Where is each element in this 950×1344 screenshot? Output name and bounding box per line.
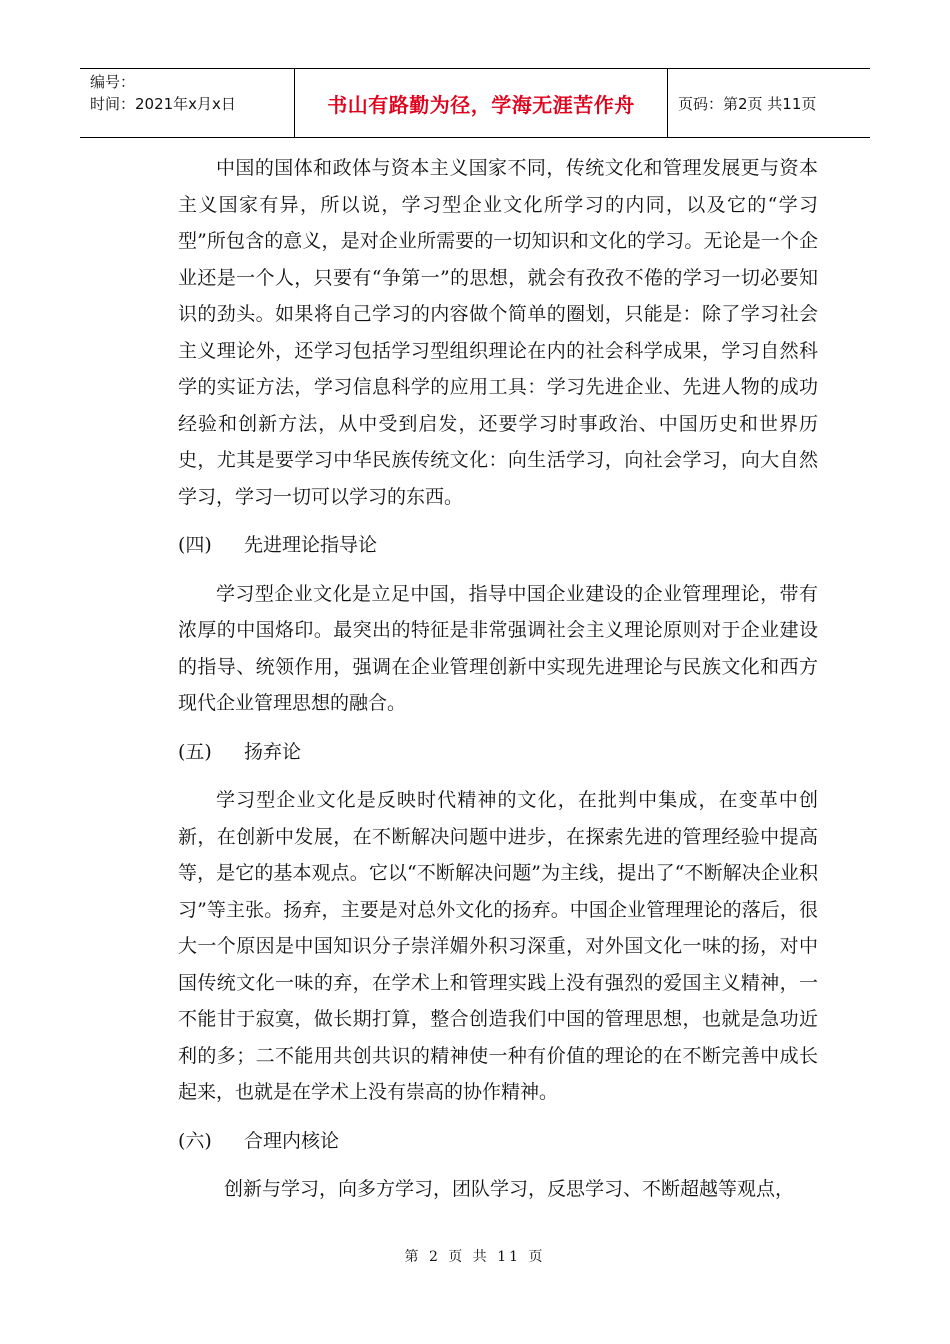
section-title: 先进理论指导论 — [244, 534, 378, 556]
section-number: (五) — [178, 740, 212, 763]
date-line: 时间：2021年x月x日 — [90, 95, 236, 113]
section-heading-4 — [178, 527, 818, 564]
page-footer: 第 2 页 共 11 页 — [404, 1249, 546, 1265]
section-number: (六) — [178, 1129, 212, 1152]
section-number: (四) — [178, 534, 212, 556]
paragraph-2: 学习型企业文化是立足中国，指导中国企业建设的企业管理理论，带有浓厚的中国烙印。最突出的特征是非常强调社会主义理论原则对于企业建设的指导、统领作用，强调在企业管理创新中实现先进理论与民族文化和西方现代企业管理思想的融合。 — [178, 582, 818, 714]
header-meta — [80, 69, 295, 137]
paragraph-1: 中国的国体和政体与资本主义国家不同，传统文化和管理发展更与资本主义国家有异，所以说，学习型企业文化所学习的内同，以及它的“学习型”所包含的意义，是对企业所需要的一切知识和文化的学习。无论是一个企业还是一个人，只要有“争第一”的思想，就会有孜孜不倦的学习一切必要知识的劲头。如果将自己学习的内容做个简单的圈划，只能是：除了学习社会主义理论外，还学习包括学习型组织理论在内的社会科学成果，学习自然科学的实证方法，学习信息科学的应用工具：学习先进企业、先进人物的成功经验和创新方法，从中受到启发，还要学习时事政治、中国历史和世界历史，尤其是要学习中华民族传统文化：向生活学习，向社会学习，向大自然学习，学习一切可以学习的东西。 — [178, 157, 818, 508]
section-title: 扬弃论 — [244, 740, 302, 763]
document-header — [80, 68, 870, 138]
code-label: 编号： — [90, 73, 136, 91]
section-title: 合理内核论 — [244, 1129, 340, 1152]
header-page-info: 页码：第2页 共11页 — [678, 94, 817, 113]
header-motto: 书山有路勤为径，学海无涯苦作舟 — [295, 69, 668, 137]
section-heading-6 — [178, 1123, 818, 1160]
section-heading-5 — [178, 734, 818, 771]
document-body — [178, 150, 818, 1208]
paragraph-3: 学习型企业文化是反映时代精神的文化，在批判中集成，在变革中创新，在创新中发展，在不断解决问题中进步，在探索先进的管理经验中提高等，是它的基本观点。它以“不断解决问题”为主线，提出了“不断解决企业积习”等主张。扬弃，主要是对总外文化的扬弃。中国企业管理理论的落后，很大一个原因是中国知识分子崇洋媚外积习深重，对外国文化一味的扬，对中国传统文化一味的弃，在学术上和管理实践上没有强烈的爱国主义精神，一不能甘于寂寞，做长期打算，整合创造我们中国的管理思想，也就是急功近利的多；二不能用共创共识的精神使一种有价值的理论的在不断完善中成长起来，也就是在学术上没有崇高的协作精神。 — [178, 789, 818, 1103]
paragraph-4: 创新与学习，向多方学习，团队学习，反思学习、不断超越等观点， — [224, 1178, 795, 1200]
